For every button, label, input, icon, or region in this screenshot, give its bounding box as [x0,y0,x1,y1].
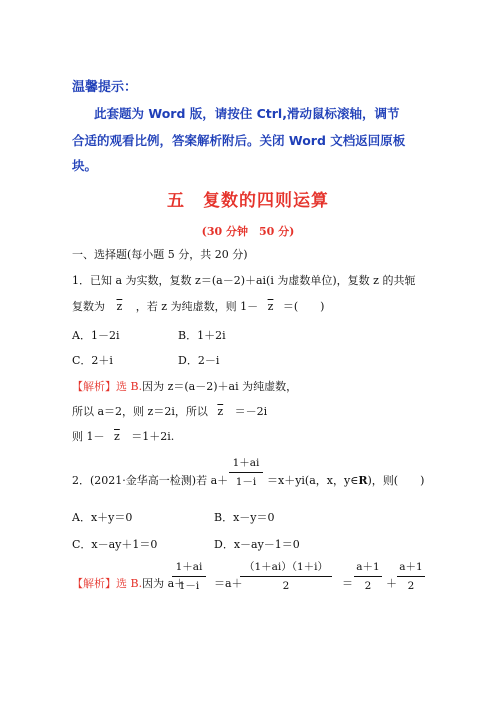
q2-sol-f4-bar [397,576,425,577]
q2-frac-den: 1－i [235,476,257,488]
q2-sol-f2-num: （1＋ai）（1＋i） [243,561,329,573]
q1-option-b: B．1＋2i [178,329,226,342]
q2-solution-fraction-2 [240,560,332,593]
q2-sol-f2-bar [240,576,332,577]
q1-stem-line1: 1．已知 a 为实数，复数 z＝(a－2)＋ai(i 为虚数单位)，复数 z 的共轭 [72,274,416,287]
q2-option-b: B．x－y＝0 [214,511,275,524]
q2-option-d: D．x－ay－1＝0 [214,538,300,551]
q1-stem-line2 [72,298,324,314]
q2-stem-suffix-a: ＝x＋yi(a，x，y∈ [267,474,359,487]
q2-sol-f4-num: a＋1 [399,561,423,573]
q2-solution-text-a: 因为 a＋ [142,577,186,590]
q2-sol-f4-den: 2 [407,580,415,592]
q1-option-a: A．1－2i [72,329,120,342]
q2-sol-f2-den: 2 [282,580,290,592]
q1-option-c: C．2＋i [72,354,113,367]
q2-sol-f3-den: 2 [364,580,372,592]
notice-line-1: 此套题为 Word 版，请按住 Ctrl,滑动鼠标滚轴，调节 [94,106,400,121]
q2-stem-suffix-b: )，则( ) [367,474,425,487]
q1-solution-line1 [72,378,297,394]
q2-sol-f1-num: 1＋ai [175,561,203,573]
page-subtitle: (30 分钟 50 分) [201,225,295,238]
q2-sol-f3-num: a＋1 [356,561,380,573]
q1-solution-text2: 所以 a＝2，则 z＝2i，所以 [72,405,208,418]
q1-stem-line2-b: ，若 z 为纯虚数，则 1－ [135,300,259,313]
notice-line-3: 块。 [72,158,98,173]
q2-solution-fraction-1 [172,560,206,593]
q1-conj-z: $\overline{z}$ [116,300,123,313]
q2-real-set: R [358,474,368,487]
q2-solution-tag: 【解析】选 B. [72,577,143,590]
q1-solution-text2b: ＝－2i [234,405,268,418]
page-title: 五 复数的四则运算 [167,191,329,211]
q2-sol-f1-den: 1－i [178,580,200,592]
q2-stem-prefix: 2．(2021·金华高一检测)若 a＋ [72,474,229,487]
q2-solution-text-b: ＝a＋ [214,577,243,590]
q1-solution-conj-z-2: $\overline{z}$ [114,430,120,443]
q2-frac-bar [229,472,263,473]
q2-option-c: C．x－ay＋1＝0 [72,538,158,551]
q1-solution-conj-z: $\overline{z}$ [217,405,224,418]
q1-solution-line2 [72,403,267,419]
q2-stem-suffix [267,472,424,488]
q2-solution-fraction-4 [397,560,425,593]
q2-frac-num: 1＋ai [232,457,260,469]
q1-stem-line2-c: ＝( ) [282,300,325,313]
q2-solution-text-c: ＝ [342,577,353,590]
q2-stem-fraction [229,456,263,489]
q2-solution-text-d: ＋ [386,577,397,590]
notice-title: 温馨提示： [72,80,138,95]
q2-solution-start [72,575,185,591]
section-heading: 一、选择题(每小题 5 分，共 20 分) [72,248,248,261]
notice-line-2: 合适的观看比例，答案解析附后。关闭 Word 文档返回原板 [72,133,406,148]
q2-solution-fraction-3 [354,560,382,593]
q2-sol-f3-bar [354,576,382,577]
q1-solution-tag: 【解析】选 B. [72,380,143,393]
q1-solution-text3b: ＝1＋2i. [131,430,175,443]
q1-stem-line2-a: 复数为 [72,300,105,313]
q1-solution-text3: 则 1－ [72,430,105,443]
q2-option-a: A．x＋y＝0 [72,511,133,524]
q1-option-d: D．2－i [178,354,220,367]
q1-solution-text1: 因为 z＝(a－2)＋ai 为纯虚数， [142,380,298,393]
q1-solution-line3 [72,428,174,444]
q1-conj-z-2: $\overline{z}$ [267,300,274,313]
q2-sol-f1-bar [172,576,206,577]
